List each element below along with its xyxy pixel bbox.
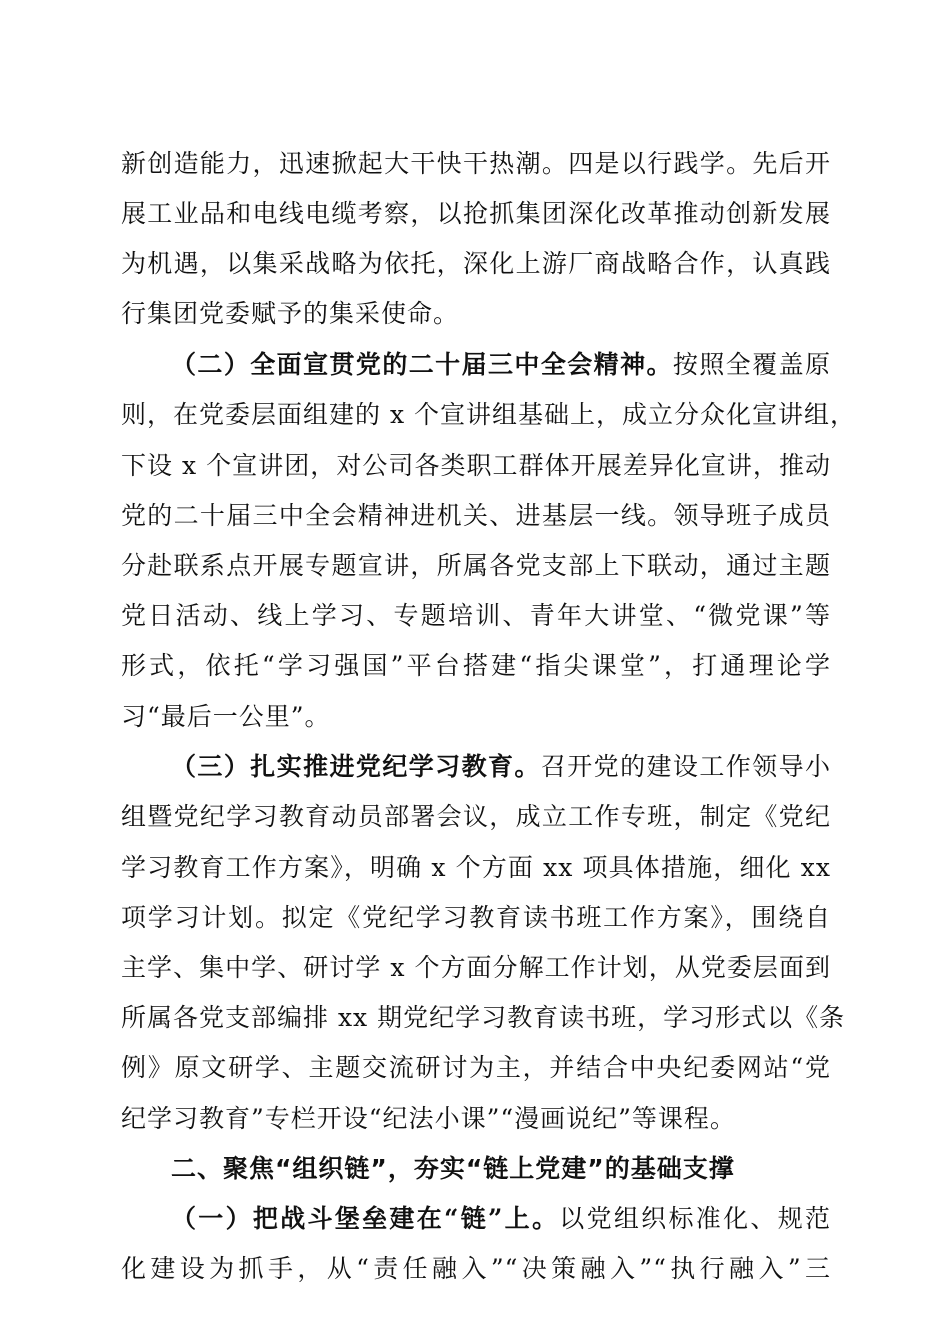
paragraph-lead: （一）把战斗堡垒建在“链”上。	[171, 1204, 560, 1233]
paragraph-first-line	[171, 747, 831, 787]
text-line: 学习教育工作方案》，明确 x 个方面 xx 项具体措施，细化 xx	[121, 853, 831, 882]
text-line: 党日活动、线上学习、专题培训、青年大讲堂、“微党课”等	[121, 601, 831, 630]
paragraph-lead: （三）扎实推进党纪学习教育。	[171, 752, 541, 781]
section-heading: 二、聚焦“组织链”，夯实“链上党建”的基础支撑	[171, 1154, 735, 1183]
text-line: 新创造能力，迅速掀起大干快干热潮。四是以行践学。先后开	[121, 149, 831, 178]
text-line: 化建设为抓手，从“责任融入”“决策融入”“执行融入”三	[121, 1254, 831, 1283]
text-line: 例》原文研学、主题交流研讨为主，并结合中央纪委网站“党	[121, 1053, 831, 1082]
text-line: 则，在党委层面组建的 x 个宣讲组基础上，成立分众化宣讲组，	[121, 400, 856, 429]
text-line: 项学习计划。拟定《党纪学习教育读书班工作方案》，围绕自	[121, 903, 831, 932]
text-line: 分赴联系点开展专题宣讲，所属各党支部上下联动，通过主题	[121, 551, 831, 580]
paragraph-lead: （二）全面宣贯党的二十届三中全会精神。	[171, 350, 673, 379]
text-line: 形式，依托“学习强国”平台搭建“指尖课堂”，打通理论学	[121, 651, 831, 680]
paragraph-first-line	[171, 345, 831, 385]
text-line: 党的二十届三中全会精神进机关、进基层一线。领导班子成员	[121, 501, 831, 530]
text-line: 展工业品和电线电缆考察，以抢抓集团深化改革推动创新发展	[121, 199, 831, 228]
paragraph-first-line	[171, 1199, 831, 1239]
text-line: 下设 x 个宣讲团，对公司各类职工群体开展差异化宣讲，推动	[121, 451, 831, 480]
text-line: 主学、集中学、研讨学 x 个方面分解工作计划，从党委层面到	[121, 953, 831, 982]
text-line: 组暨党纪学习教育动员部署会议，成立工作专班，制定《党纪	[121, 802, 831, 831]
paragraph-first-line-rest: 召开党的建设工作领导小	[540, 752, 831, 781]
text-line: 所属各党支部编排 xx 期党纪学习教育读书班，学习形式以《条	[121, 1003, 846, 1032]
text-line: 习“最后一公里”。	[121, 702, 331, 731]
paragraph-first-line-rest: 按照全覆盖原	[672, 350, 831, 379]
text-line: 纪学习教育”专栏开设“纪法小课”“漫画说纪”等课程。	[121, 1104, 736, 1133]
text-line: 行集团党委赋予的集采使命。	[121, 299, 460, 328]
text-line: 为机遇，以集采战略为依托，深化上游厂商战略合作，认真践	[121, 249, 831, 278]
paragraph-first-line-rest: 以党组织标准化、规范	[559, 1204, 831, 1233]
